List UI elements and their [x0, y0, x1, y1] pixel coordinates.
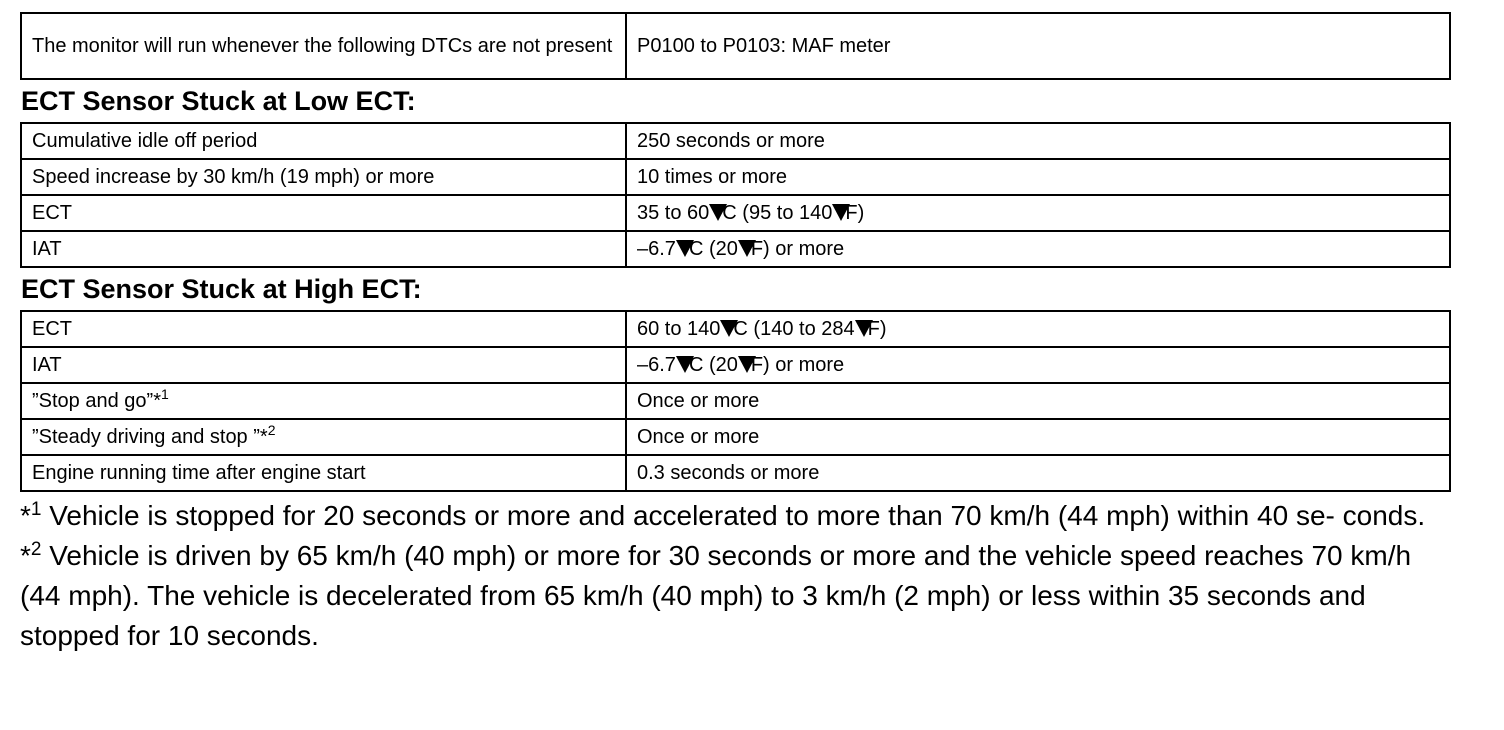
- condition-label: Cumulative idle off period: [21, 123, 626, 159]
- condition-value: P0100 to P0103: MAF meter: [626, 13, 1450, 79]
- footnote-2: *$^2$ Vehicle is driven by 65 km/h (40 mph) or more for 30 seconds or more and the vehicle speed reaches 70 km/h (44 mph). The vehicle is decelerated from 65 km/h (40 mph) to 3 km/h (2 mph) or less within 35 seconds and stopped for 10 seconds.: [20, 539, 1412, 651]
- condition-label: ECT: [21, 311, 626, 347]
- table-row: [21, 13, 1450, 79]
- table-row: [21, 347, 1450, 383]
- table-row: [21, 123, 1450, 159]
- condition-value: Once or more: [626, 419, 1450, 455]
- table-row: [21, 231, 1450, 267]
- low-ect-table: [20, 122, 1451, 268]
- condition-label: ”Stop and go”*$^1$: [21, 383, 626, 419]
- footnote-1: *$^1$ Vehicle is stopped for 20 seconds or more and accelerated to more than 70 km/h (44 mph) within 40 se- conds.: [20, 499, 1426, 531]
- table-row: [21, 383, 1450, 419]
- section-title-low-ect: ECT Sensor Stuck at Low ECT:: [21, 86, 416, 116]
- table-row: [21, 419, 1450, 455]
- condition-value: 60 to 140 C (140 to 284 F): [626, 311, 1450, 347]
- condition-value: Once or more: [626, 383, 1450, 419]
- condition-value: 250 seconds or more: [626, 123, 1450, 159]
- condition-value: 0.3 seconds or more: [626, 455, 1450, 491]
- table-row: [21, 311, 1450, 347]
- condition-label: ECT: [21, 195, 626, 231]
- table-row: [21, 195, 1450, 231]
- document-page: [20, 12, 1451, 656]
- table-row: [21, 455, 1450, 491]
- footnote-ref: 2: [267, 421, 276, 438]
- dtc-condition-table: [20, 12, 1451, 80]
- footnote-ref: 1: [160, 385, 169, 402]
- condition-label: IAT: [21, 347, 626, 383]
- table-row: [21, 159, 1450, 195]
- condition-value: –6.7 C (20 F) or more: [626, 231, 1450, 267]
- condition-label: The monitor will run whenever the following DTCs are not present: [21, 13, 626, 79]
- high-ect-table: [20, 310, 1451, 492]
- condition-value: 10 times or more: [626, 159, 1450, 195]
- section-title-high-ect: ECT Sensor Stuck at High ECT:: [21, 274, 422, 304]
- condition-label: IAT: [21, 231, 626, 267]
- condition-value: –6.7 C (20 F) or more: [626, 347, 1450, 383]
- condition-label: ”Steady driving and stop ”*$^2$: [21, 419, 626, 455]
- footnotes: [20, 496, 1451, 656]
- condition-label: Speed increase by 30 km/h (19 mph) or more: [21, 159, 626, 195]
- condition-label: Engine running time after engine start: [21, 455, 626, 491]
- condition-value: 35 to 60 C (95 to 140 F): [626, 195, 1450, 231]
